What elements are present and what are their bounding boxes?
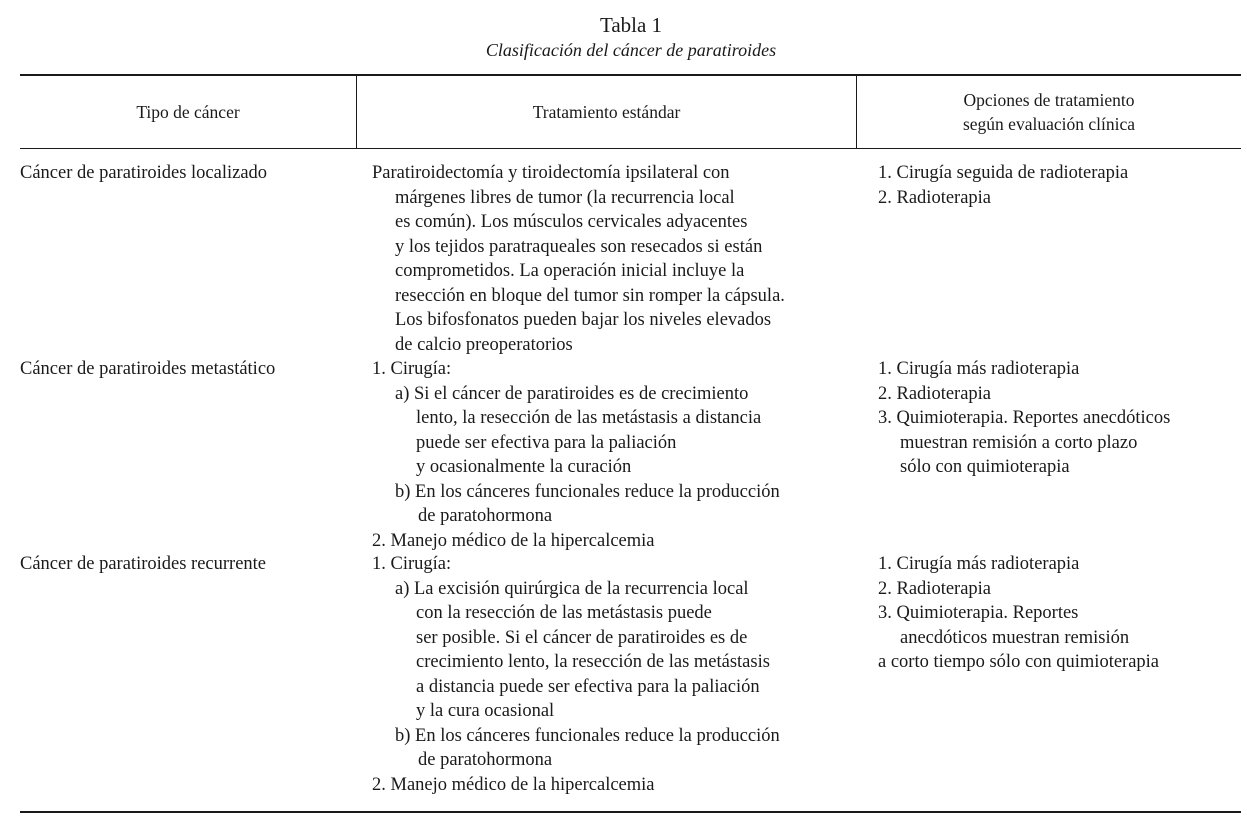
standard-line: 1. Cirugía: [372, 554, 452, 574]
standard-line: lento, la resección de las metástasis a distancia [416, 408, 762, 428]
option-line: 2. Radioterapia [878, 383, 992, 404]
bottom-rule [20, 811, 1241, 813]
standard-line: Paratiroidectomía y tiroidectomía ipsilateral con [372, 163, 730, 183]
header-options-line: según evaluación clínica [962, 114, 1135, 134]
row-standard-localized [372, 161, 785, 357]
standard-line: b) En los cánceres funcionales reduce la producción [395, 725, 780, 746]
standard-line: de paratohormona [418, 506, 553, 526]
row-options-recurrent [878, 552, 1159, 675]
header-treatment-options [857, 76, 1241, 148]
standard-line: de calcio preoperatorios [395, 334, 573, 355]
row-options-metastatic [878, 357, 1170, 480]
standard-line: márgenes libres de tumor (la recurrencia local [395, 187, 735, 208]
row-options-localized [878, 161, 1128, 210]
table-title: Tabla 1 [599, 13, 663, 37]
option-line: 3. Quimioterapia. Reportes anecdóticos [878, 408, 1171, 428]
option-line: anecdóticos muestran remisión [900, 627, 1130, 648]
option-line: muestran remisión a corto plazo [900, 432, 1138, 453]
table-subtitle: Clasificación del cáncer de paratiroides [485, 40, 777, 60]
option-line: 1. Cirugía más radioterapia [878, 554, 1080, 574]
standard-line: 1. Cirugía: [372, 359, 452, 379]
option-line: 1. Cirugía seguida de radioterapia [878, 163, 1129, 183]
row-type-metastatic: Cáncer de paratiroides metastático [20, 359, 276, 379]
header-rule [20, 148, 1241, 149]
row-standard-recurrent [372, 552, 780, 797]
standard-line: resección en bloque del tumor sin romper la cápsula. [395, 285, 785, 306]
standard-line: y la cura ocasional [416, 701, 555, 721]
standard-line: y ocasionalmente la curación [416, 457, 632, 477]
row-type-localized: Cáncer de paratiroides localizado [20, 163, 268, 183]
standard-line: Los bifosfonatos pueden bajar los niveles elevados [395, 310, 772, 330]
row-standard-metastatic [372, 357, 780, 553]
standard-line: a) La excisión quirúrgica de la recurrencia local [395, 578, 749, 599]
header-standard-treatment: Tratamiento estándar [532, 102, 681, 122]
standard-line: 2. Manejo médico de la hipercalcemia [372, 774, 655, 795]
standard-line: comprometidos. La operación inicial incluye la [395, 261, 745, 281]
standard-line: ser posible. Si el cáncer de paratiroides es de [416, 627, 748, 648]
standard-line: b) En los cánceres funcionales reduce la producción [395, 481, 780, 502]
standard-line: con la resección de las metástasis puede [416, 603, 712, 623]
option-line: sólo con quimioterapia [900, 457, 1070, 477]
header-cancer-type: Tipo de cáncer [136, 102, 240, 122]
standard-line: 2. Manejo médico de la hipercalcemia [372, 530, 655, 551]
option-line: 2. Radioterapia [878, 187, 992, 208]
standard-line: a distancia puede ser efectiva para la paliación [416, 676, 760, 697]
header-options-line: Opciones de tratamiento [963, 90, 1135, 110]
option-line: 2. Radioterapia [878, 578, 992, 599]
option-line: 3. Quimioterapia. Reportes [878, 603, 1079, 623]
standard-line: puede ser efectiva para la paliación [416, 432, 677, 453]
option-line: a corto tiempo sólo con quimioterapia [878, 652, 1160, 672]
row-type-recurrent: Cáncer de paratiroides recurrente [20, 554, 267, 574]
standard-line: a) Si el cáncer de paratiroides es de crecimiento [395, 383, 749, 404]
standard-line: y los tejidos paratraqueales son resecados si están [395, 236, 763, 257]
option-line: 1. Cirugía más radioterapia [878, 359, 1080, 379]
standard-line: es común). Los músculos cervicales adyacentes [395, 212, 748, 232]
standard-line: crecimiento lento, la resección de las metástasis [416, 652, 770, 672]
standard-line: de paratohormona [418, 750, 553, 770]
